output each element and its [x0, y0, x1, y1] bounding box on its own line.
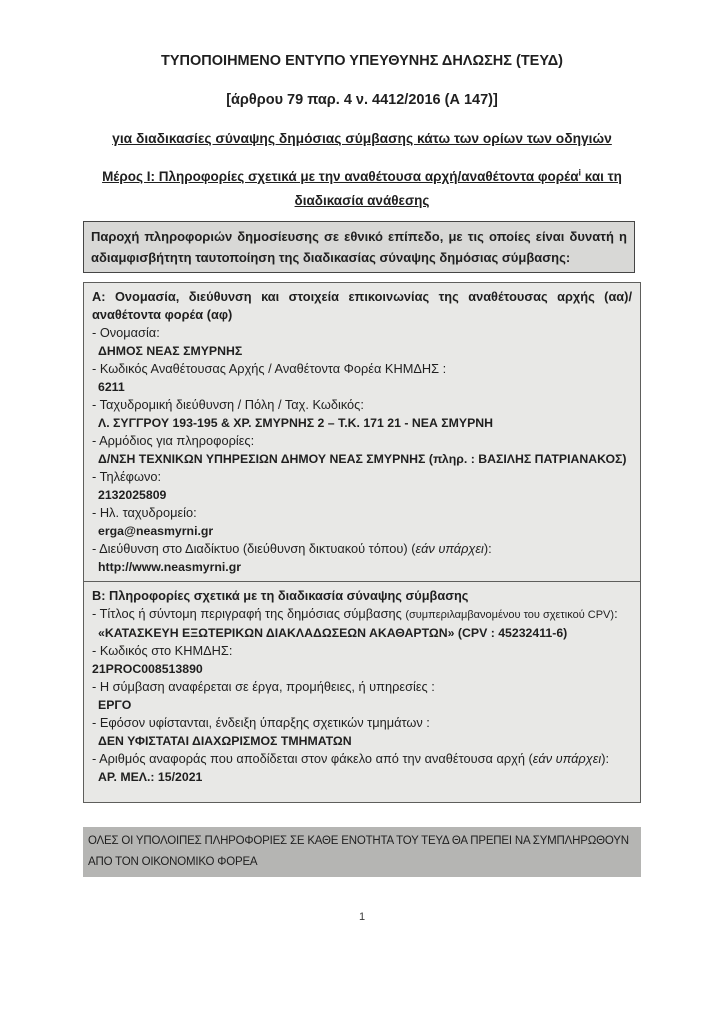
- section-a-heading: Α: Ονομασία, διεύθυνση και στοιχεία επικοινωνίας της αναθέτουσας αρχής (αα)/ αναθέτοντα φορέα (αφ): [92, 288, 632, 322]
- footer-note: ΟΛΕΣ ΟΙ ΥΠΟΛΟΙΠΕΣ ΠΛΗΡΟΦΟΡΙΕΣ ΣΕ ΚΑΘΕ ΕΝΟΤΗΤΑ ΤΟΥ ΤΕΥΔ ΘΑ ΠΡΕΠΕΙ ΝΑ ΣΥΜΠΛΗΡΩΘΟΥΝ ΑΠΟ ΤΟΝ ΟΙΚΟΝΟΜΙΚΟ ΦΟΡΕΑ: [83, 827, 641, 877]
- field-label: - Αρμόδιος για πληροφορίες:: [92, 432, 255, 448]
- field-label-italic: εάν υπάρχει: [532, 750, 602, 766]
- field-label-italic: εάν υπάρχει: [415, 540, 484, 556]
- doc-subtitle: [άρθρου 79 παρ. 4 ν. 4412/2016 (Α 147)]: [226, 92, 498, 108]
- field-label: - Ηλ. ταχυδρομείο:: [92, 504, 197, 520]
- field-value: 6211: [98, 379, 125, 394]
- field-value: Δ/ΝΣΗ ΤΕΧΝΙΚΩΝ ΥΠΗΡΕΣΙΩΝ ΔΗΜΟΥ ΝΕΑΣ ΣΜΥΡΝΗΣ (πληρ. : ΒΑΣΙΛΗΣ ΠΑΤΡΙΑΝΑΚΟΣ): [98, 451, 627, 466]
- field-value: erga@neasmyrni.gr: [98, 523, 214, 538]
- field-label: - Κωδικός στο ΚΗΜΔΗΣ:: [92, 642, 233, 658]
- field-value: ΕΡΓΟ: [98, 697, 132, 712]
- part-heading-text: [102, 169, 622, 208]
- field-label-part: ):: [601, 750, 610, 766]
- page-number: 1: [358, 910, 366, 923]
- field-label: - Ονομασία:: [92, 324, 160, 340]
- field-value: ΑΡ. ΜΕΛ.: 15/2021: [98, 769, 203, 784]
- field-label: - Η σύμβαση αναφέρεται σε έργα, προμήθειες, ή υπηρεσίες :: [92, 678, 435, 694]
- field-label-part: - Διεύθυνση στο Διαδίκτυο (διεύθυνση δικτυακού τόπου) (: [92, 540, 416, 556]
- scope-line: [83, 130, 641, 148]
- part-heading: [83, 160, 641, 213]
- field-label-part: - Αριθμός αναφοράς που αποδίδεται στον φάκελο από την αναθέτουσα αρχή (: [92, 750, 533, 766]
- field-label-part: ):: [483, 540, 492, 556]
- part-heading-tail: και τη διαδικασία ανάθεσης: [294, 168, 622, 208]
- field-label-part: - Τίτλος ή σύντομη περιγραφή της δημόσιας σύμβασης: [92, 605, 406, 621]
- field-value: ΔΗΜΟΣ ΝΕΑΣ ΣΜΥΡΝΗΣ: [98, 343, 243, 358]
- field-label: - Κωδικός Αναθέτουσας Αρχής / Αναθέτοντα Φορέα ΚΗΜΔΗΣ :: [92, 360, 447, 376]
- scope-line-text: για διαδικασίες σύναψης δημόσιας σύμβασης κάτω των ορίων των οδηγιών: [112, 131, 612, 146]
- section-b: [83, 582, 641, 803]
- section-b-heading: Β: Πληροφορίες σχετικά με τη διαδικασία σύναψης σύμβασης: [92, 587, 469, 603]
- field-label: [92, 750, 632, 768]
- field-label: [92, 605, 632, 624]
- part-heading-main: Μέρος Ι: Πληροφορίες σχετικά με την αναθέτουσα αρχή/αναθέτοντα φορέα: [102, 168, 579, 184]
- field-value: Λ. ΣΥΓΓΡΟΥ 193-195 & ΧΡ. ΣΜΥΡΝΗΣ 2 – Τ.Κ. 171 21 - ΝΕΑ ΣΜΥΡΝΗ: [98, 415, 494, 430]
- field-value: http://www.neasmyrni.gr: [98, 559, 242, 574]
- field-label: [92, 540, 632, 558]
- field-value: «ΚΑΤΑΣΚΕΥΗ ΕΞΩΤΕΡΙΚΩΝ ΔΙΑΚΛΑΔΩΣΕΩΝ ΑΚΑΘΑΡΤΩΝ» (CPV : 45232411-6): [98, 625, 568, 640]
- field-value: ΔΕΝ ΥΦΙΣΤΑΤΑΙ ΔΙΑΧΩΡΙΣΜΟΣ ΤΜΗΜΑΤΩΝ: [98, 733, 352, 748]
- field-label: - Τηλέφωνο:: [92, 468, 162, 484]
- publication-notice: Παροχή πληροφοριών δημοσίευσης σε εθνικό επίπεδο, με τις οποίες είναι δυνατή η αδιαμφισβήτητη ταυτοποίηση της διαδικασίας σύναψης δημόσιας σύμβασης:: [83, 221, 635, 273]
- field-value: 2132025809: [98, 487, 167, 502]
- doc-title: ΤΥΠΟΠΟΙΗΜΕΝΟ ΕΝΤΥΠΟ ΥΠΕΥΘΥΝΗΣ ΔΗΛΩΣΗΣ (ΤΕΥΔ): [161, 53, 563, 69]
- field-label-small: (συμπεριλαμβανομένου του σχετικού CPV): [405, 608, 615, 621]
- field-label: - Ταχυδρομική διεύθυνση / Πόλη / Ταχ. Κωδικός:: [92, 396, 364, 412]
- field-value: 21PROC008513890: [92, 661, 203, 676]
- field-label-part: :: [614, 605, 618, 621]
- footnote-marker: i: [578, 167, 582, 177]
- section-a: [83, 282, 641, 582]
- field-label: - Εφόσον υφίστανται, ένδειξη ύπαρξης σχετικών τμημάτων :: [92, 714, 430, 730]
